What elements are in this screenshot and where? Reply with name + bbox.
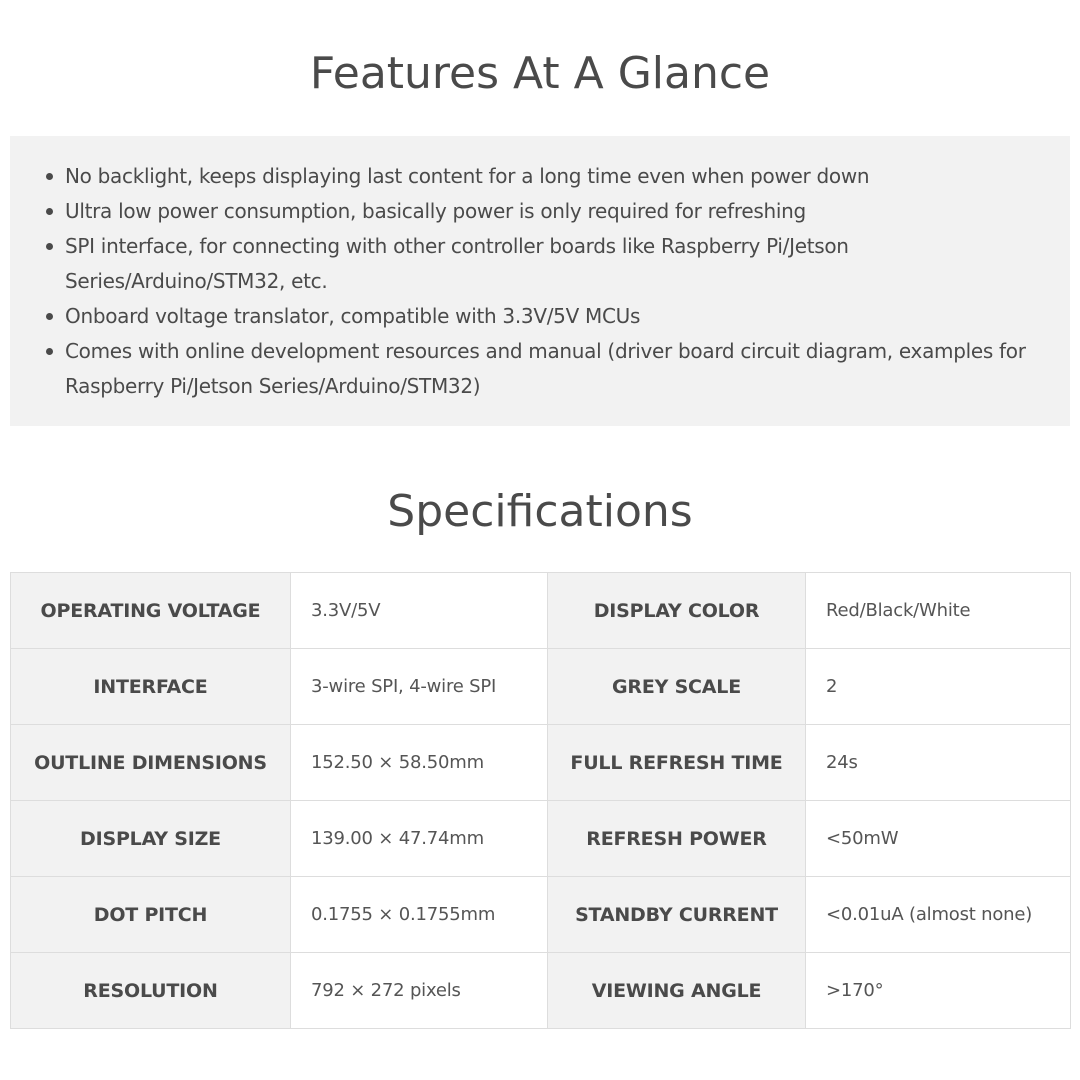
spec-value: <50mW [806,801,1071,877]
bullet-icon [46,208,53,215]
spec-label: RESOLUTION [11,953,291,1029]
spec-value: Red/Black/White [806,573,1071,649]
spec-value: <0.01uA (almost none) [806,877,1071,953]
feature-text: SPI interface, for connecting with other controller boards like Raspberry Pi/Jetson Series/Arduino/STM32, etc. [65,234,849,293]
spec-label: DISPLAY COLOR [548,573,806,649]
spec-value: 2 [806,649,1071,725]
table-row [11,649,1071,725]
feature-text: Ultra low power consumption, basically power is only required for refreshing [65,199,806,223]
spec-label: OUTLINE DIMENSIONS [11,725,291,801]
spec-value: >170° [806,953,1071,1029]
features-list [46,159,1056,404]
feature-text: No backlight, keeps displaying last content for a long time even when power down [65,164,870,188]
feature-text: Onboard voltage translator, compatible with 3.3V/5V MCUs [65,304,641,328]
spec-label: REFRESH POWER [548,801,806,877]
spec-label: VIEWING ANGLE [548,953,806,1029]
table-row [11,573,1071,649]
spec-value: 3-wire SPI, 4-wire SPI [291,649,548,725]
bullet-icon [46,243,53,250]
features-title: Features At A Glance [309,48,771,99]
spec-value: 152.50 × 58.50mm [291,725,548,801]
spec-value: 3.3V/5V [291,573,548,649]
spec-label: OPERATING VOLTAGE [11,573,291,649]
spec-value: 139.00 × 47.74mm [291,801,548,877]
table-row [11,801,1071,877]
feature-item [46,334,1056,404]
table-row [11,953,1071,1029]
spec-label: FULL REFRESH TIME [548,725,806,801]
feature-item [46,194,1056,229]
specifications-title: Specifications [387,486,693,537]
spec-label: GREY SCALE [548,649,806,725]
features-box [10,136,1070,426]
spec-label: STANDBY CURRENT [548,877,806,953]
feature-item [46,299,1056,334]
feature-item [46,159,1056,194]
feature-item [46,229,1056,299]
spec-label: DOT PITCH [11,877,291,953]
table-row [11,877,1071,953]
feature-text: Comes with online development resources and manual (driver board circuit diagram, examples for Raspberry Pi/Jetson Series/Arduino/STM32) [65,339,1026,398]
bullet-icon [46,348,53,355]
bullet-icon [46,173,53,180]
table-row [11,725,1071,801]
spec-label: INTERFACE [11,649,291,725]
specifications-table [10,572,1071,1029]
spec-value: 24s [806,725,1071,801]
spec-value: 0.1755 × 0.1755mm [291,877,548,953]
spec-label: DISPLAY SIZE [11,801,291,877]
bullet-icon [46,313,53,320]
spec-value: 792 × 272 pixels [291,953,548,1029]
